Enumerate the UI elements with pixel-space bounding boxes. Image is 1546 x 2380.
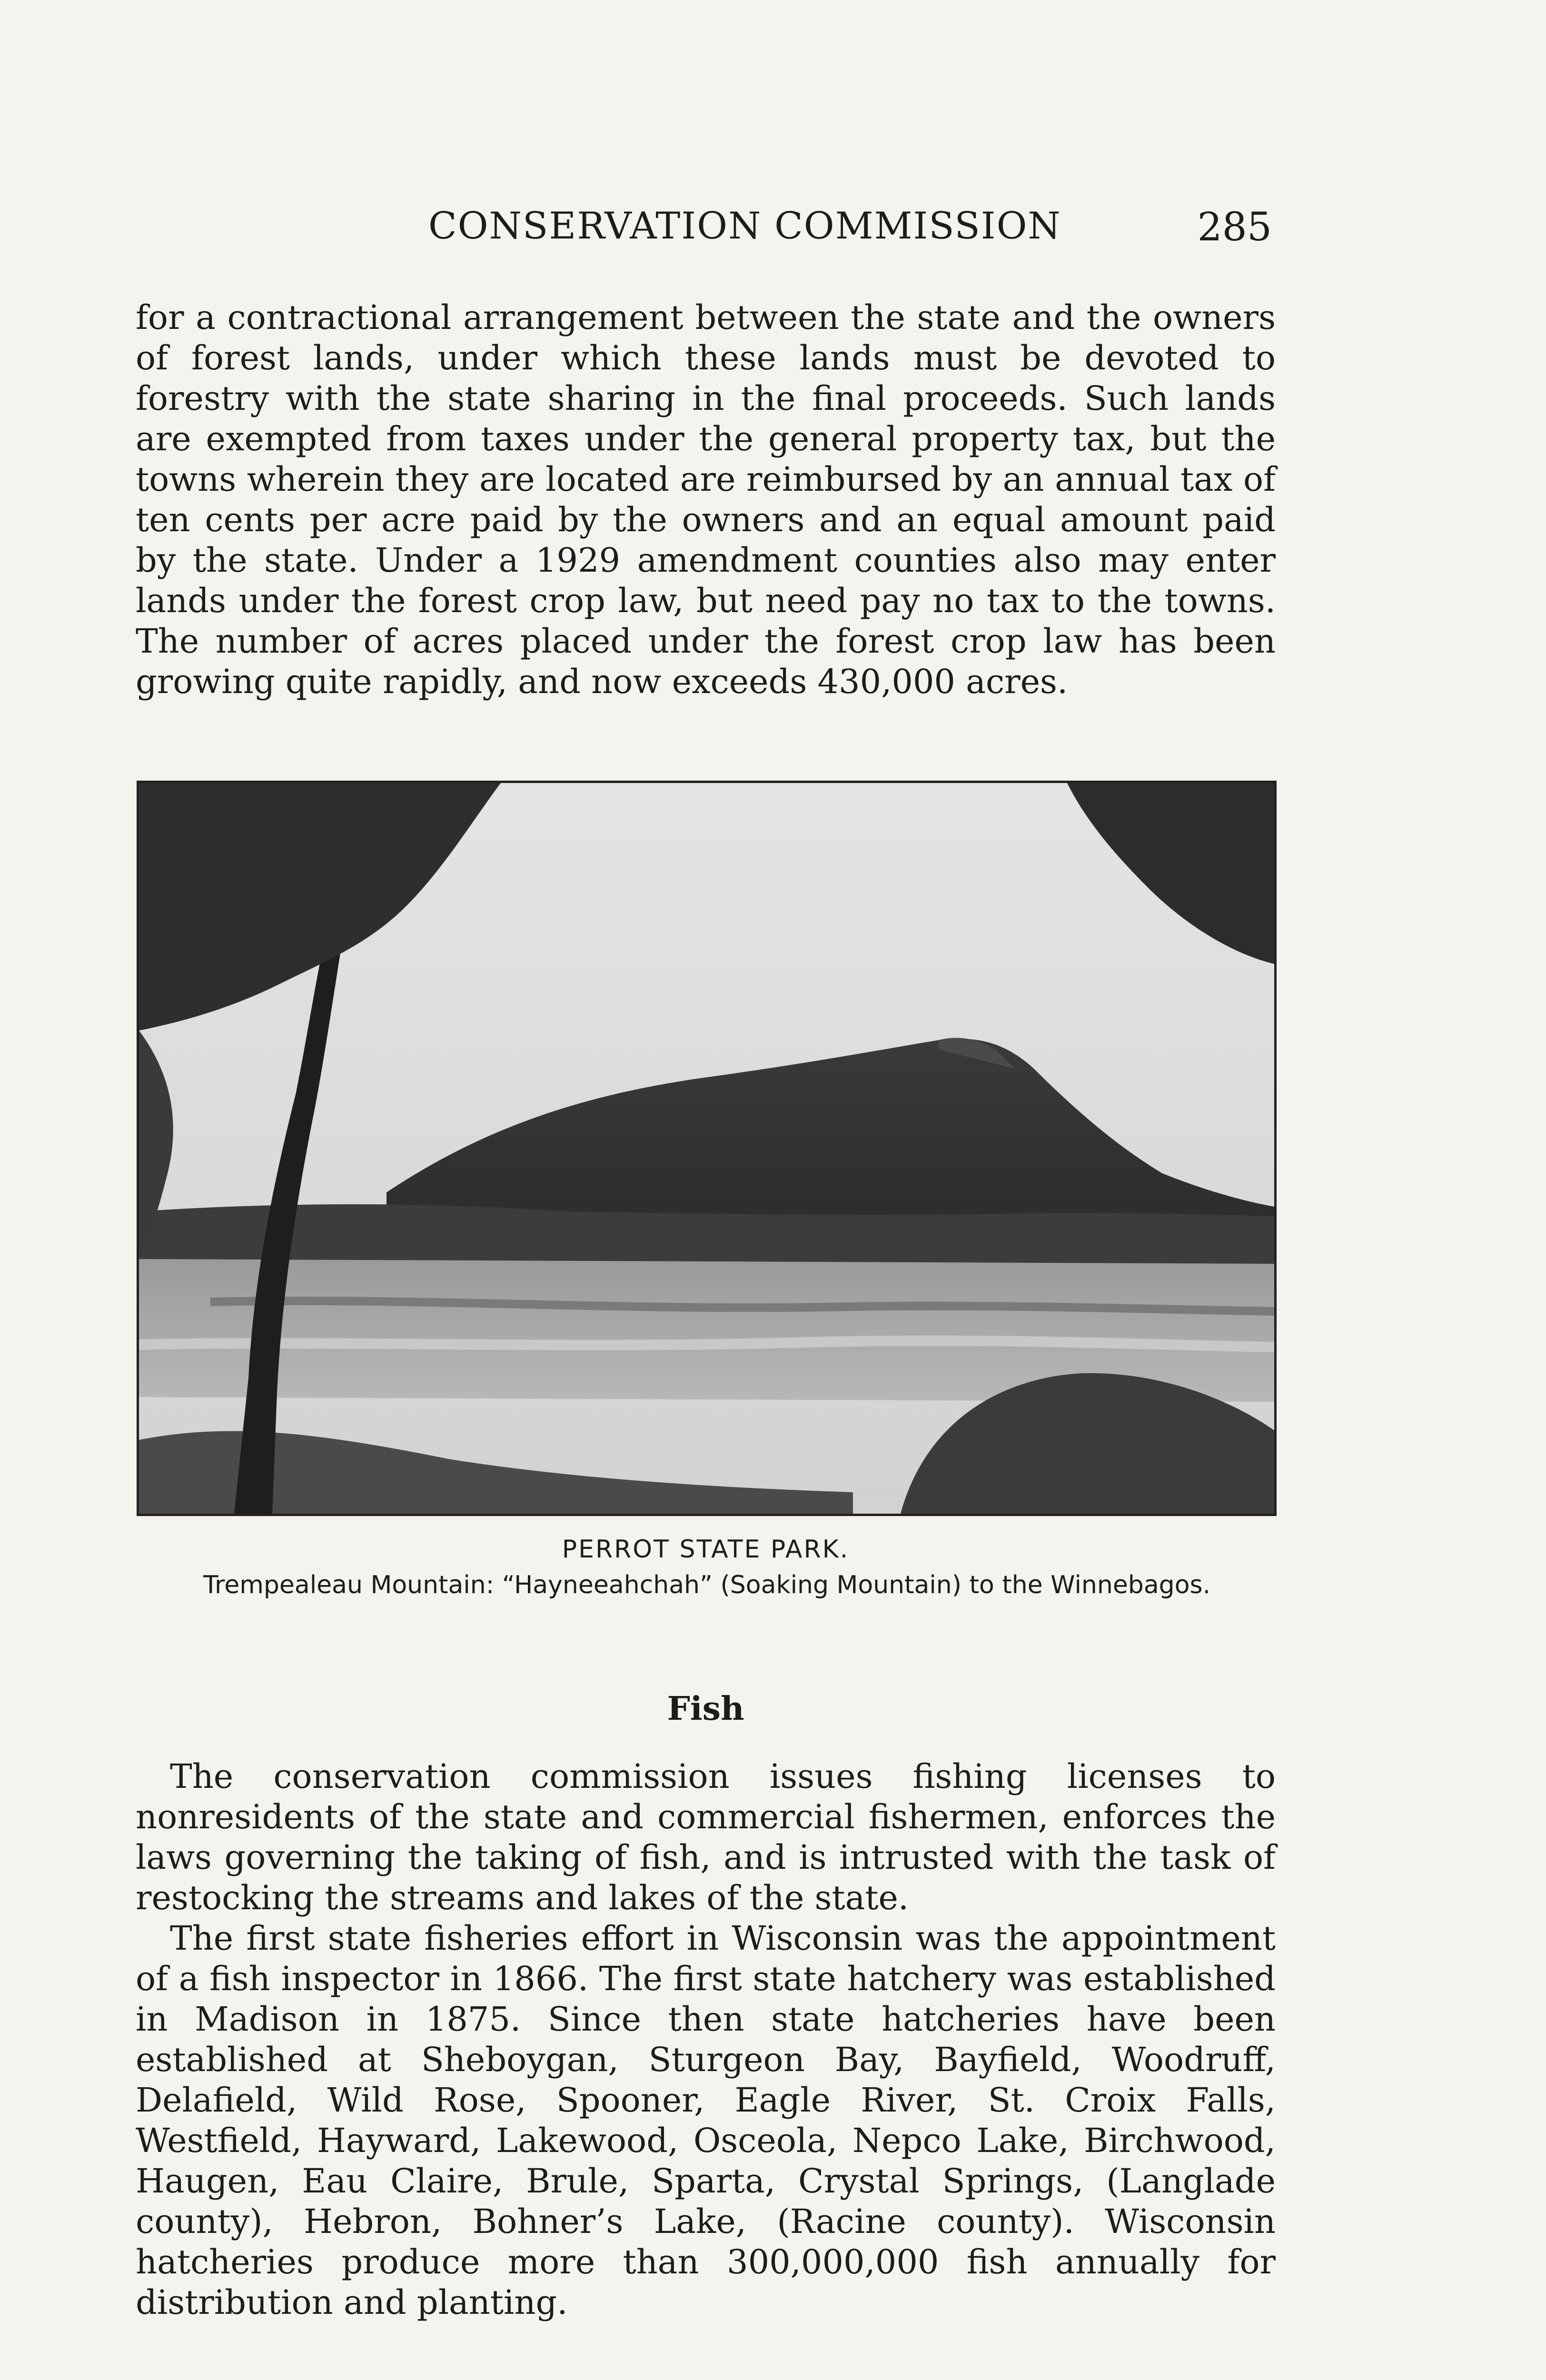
paragraph-forest-crop-law: for a contractional arrangement between the state and the owners of forest lands, under which these lands must be devoted to forestry with the state sharing in the final proceeds. Such lands are exempted from taxes under the general property tax, but the towns wherein they are located are reimbursed by an annual tax of ten cents per acre paid by the owners and an equal amount paid by the state. Under a 1929 amendment counties also may enter lands under the forest crop law, but need pay no tax to the towns. The number of acres placed under the forest crop law has been growing quite rapidly, and now exceeds 430,000 acres. bbox=[136, 298, 1276, 701]
paragraph-fishing-licenses: The conservation commission issues fishing licenses to nonresidents of the state and commercial fishermen, enforces the laws governing the taking of fish, and is intrusted with the task of restocking the streams and lakes of the state. bbox=[136, 1757, 1276, 1917]
section-heading-fish: Fish bbox=[667, 1690, 744, 1728]
running-header bbox=[138, 205, 1276, 262]
photo-perrot-state-park bbox=[137, 781, 1277, 1516]
page-number: 285 bbox=[1197, 205, 1272, 250]
paragraph-hatcheries: The first state fisheries effort in Wisconsin was the appointment of a fish inspector in 1866. The first state hatchery was established in Madison in 1875. Since then state hatcheries have been established at Sheboygan, Sturgeon Bay, Bayfield, Woodruff, Delafield, Wild Rose, Spooner, Eagle River, St. Croix Falls, Westfield, Hayward, Lakewood, Osceola, Nepco Lake, Birchwood, Haugen, Eau Claire, Brule, Sparta, Crystal Springs, (Langlade county), Hebron, Bohner’s Lake, (Racine county). Wisconsin hatcheries produce more than 300,000,000 fish annually for distribution and planting. bbox=[136, 1919, 1276, 2322]
figure-caption-text: Trempealeau Mountain: “Hayneeahchah” (Soaking Mountain) to the Winnebagos. bbox=[203, 1571, 1211, 1599]
landscape-photo-mountain-icon bbox=[139, 783, 1274, 1514]
figure-caption-title: PERROT STATE PARK. bbox=[562, 1535, 850, 1564]
running-header-title: CONSERVATION COMMISSION bbox=[428, 205, 1061, 248]
